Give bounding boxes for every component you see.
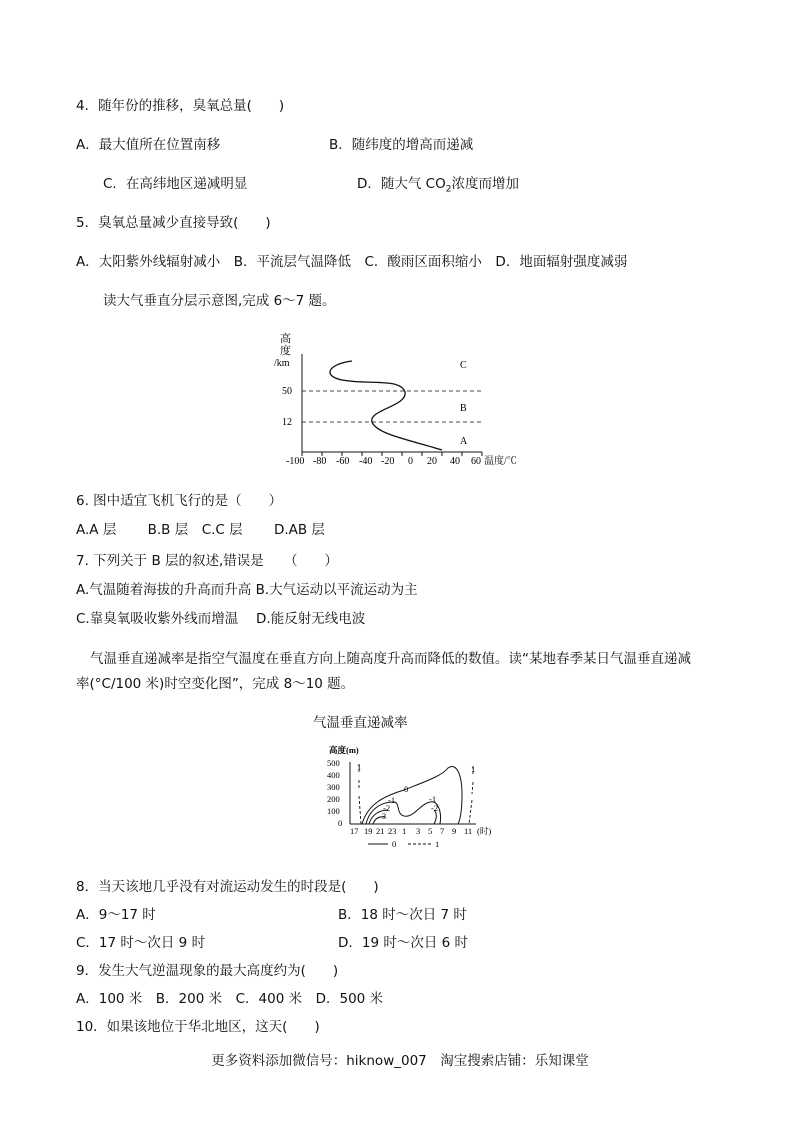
x-tick-label: 5: [428, 826, 433, 836]
y-axis-label-char-2: 度: [280, 345, 291, 357]
question-8-option-a: A．9～17 时: [76, 907, 156, 923]
y-tick-label: 500: [327, 758, 340, 768]
x-tick-label: -80: [313, 456, 327, 467]
y-tick-label: 300: [327, 782, 340, 792]
question-6-options: A.A 层 B.B 层 C.C 层 D.AB 层: [76, 522, 325, 538]
question-10-stem: 10．如果该地位于华北地区，这天( ): [76, 1019, 320, 1035]
x-axis-unit: (时): [477, 826, 492, 836]
y-tick-50: 50: [282, 386, 292, 397]
legend-label-solid: 0: [392, 839, 397, 849]
x-tick-label: 23: [388, 826, 397, 836]
y-tick-12: 12: [282, 417, 292, 428]
contour-label: -1: [429, 794, 437, 804]
x-tick-label: 17: [350, 826, 359, 836]
question-7-options-ab: A.气温随着海拔的升高而升高 B.大气运动以平流运动为主: [76, 582, 418, 598]
contour-label: 1: [357, 762, 362, 772]
x-tick-label: 60: [471, 456, 481, 467]
y-tick-label: 400: [327, 770, 340, 780]
y-tick-label: 100: [327, 806, 340, 816]
question-4-option-b: B．随纬度的增高而递减: [329, 137, 474, 153]
question-4-option-c: C．在高纬地区递减明显: [103, 176, 248, 192]
x-tick-label: 20: [427, 456, 437, 467]
question-8-stem: 8．当天该地几乎没有对流运动发生的时段是( ): [76, 879, 379, 895]
y-axis-label-char-1: 高: [280, 333, 291, 345]
x-tick-label: -40: [359, 456, 373, 467]
x-tick-label: 7: [440, 826, 445, 836]
y-axis-unit: /km: [274, 358, 290, 369]
x-tick-label: -20: [381, 456, 395, 467]
contour-0: [362, 766, 462, 824]
question-4-stem: 4．随年份的推移，臭氧总量( ): [76, 98, 285, 114]
intro-figure-2-line-1: 气温垂直递减率是指空气温度在垂直方向上随高度升高而降低的数值。读“某地春季某日气温垂直递减: [90, 651, 691, 667]
x-tick-label: -100: [286, 456, 305, 467]
temperature-curve: [330, 361, 442, 450]
question-6-stem: 6. 图中适宜飞机飞行的是（ ）: [76, 493, 283, 509]
figure-2-title: 气温垂直递减率: [313, 715, 408, 731]
contour-label: 0: [404, 784, 409, 794]
question-7-stem: 7. 下列关于 B 层的叙述,错误是 （ ）: [76, 553, 339, 569]
x-tick-label: 3: [416, 826, 421, 836]
y-tick-label: 200: [327, 794, 340, 804]
question-9-stem: 9．发生大气逆温现象的最大高度约为( ): [76, 963, 339, 979]
x-tick-label: 21: [376, 826, 385, 836]
question-8-option-c: C．17 时～次日 9 时: [76, 935, 206, 951]
contour-label: -3: [379, 811, 387, 821]
layer-label-b: B: [460, 403, 467, 414]
x-tick-label: 11: [464, 826, 473, 836]
x-tick-label: 40: [450, 456, 460, 467]
contour-label: -2: [383, 803, 391, 813]
layer-label-a: A: [460, 436, 468, 447]
x-tick-label: 9: [452, 826, 457, 836]
intro-figure-1: 读大气垂直分层示意图,完成 6～7 题。: [103, 293, 336, 309]
y-axis-label: 高度(m): [329, 745, 359, 755]
question-9-options: A．100 米 B．200 米 C．400 米 D．500 米: [76, 991, 384, 1007]
x-axis-label: 温度/℃: [484, 456, 517, 467]
x-tick-label: 0: [408, 456, 413, 467]
question-4-option-a: A．最大值所在位置南移: [76, 137, 221, 153]
atmosphere-layers-figure: [270, 330, 540, 475]
page-footer: 更多资料添加微信号：hiknow_007 淘宝搜索店铺：乐知课堂: [211, 1053, 589, 1069]
question-5-stem: 5．臭氧总量减少直接导致( ): [76, 215, 271, 231]
y-tick-label: 0: [338, 818, 343, 828]
question-5-options: A．太阳紫外线辐射减小 B．平流层气温降低 C．酸雨区面积缩小 D．地面辐射强度减弱: [76, 254, 628, 270]
x-tick-label: 1: [402, 826, 407, 836]
x-tick-label: -60: [336, 456, 350, 467]
x-tick-label: 19: [364, 826, 373, 836]
lapse-rate-figure: [324, 744, 499, 850]
question-8-option-d: D．19 时～次日 6 时: [338, 935, 469, 951]
legend-label-dashed: 1: [435, 839, 440, 849]
x-tick-group: [286, 452, 482, 467]
contour-label: -1: [388, 795, 396, 805]
contour-dashed-right: [469, 764, 476, 824]
question-4-option-d: D．随大气 $CO_2$浓度而增加: [357, 176, 519, 195]
layer-label-c: C: [460, 360, 467, 371]
intro-figure-2-line-2: 率(°C/100 米)时空变化图”，完成 8～10 题。: [76, 676, 355, 692]
contour-label: 1: [471, 764, 476, 774]
question-8-option-b: B．18 时～次日 7 时: [338, 907, 467, 923]
contour-dashed-left: [359, 764, 361, 824]
contour-label: -2: [431, 803, 439, 813]
question-7-options-cd: C.靠臭氧吸收紫外线而增温 D.能反射无线电波: [76, 611, 366, 627]
